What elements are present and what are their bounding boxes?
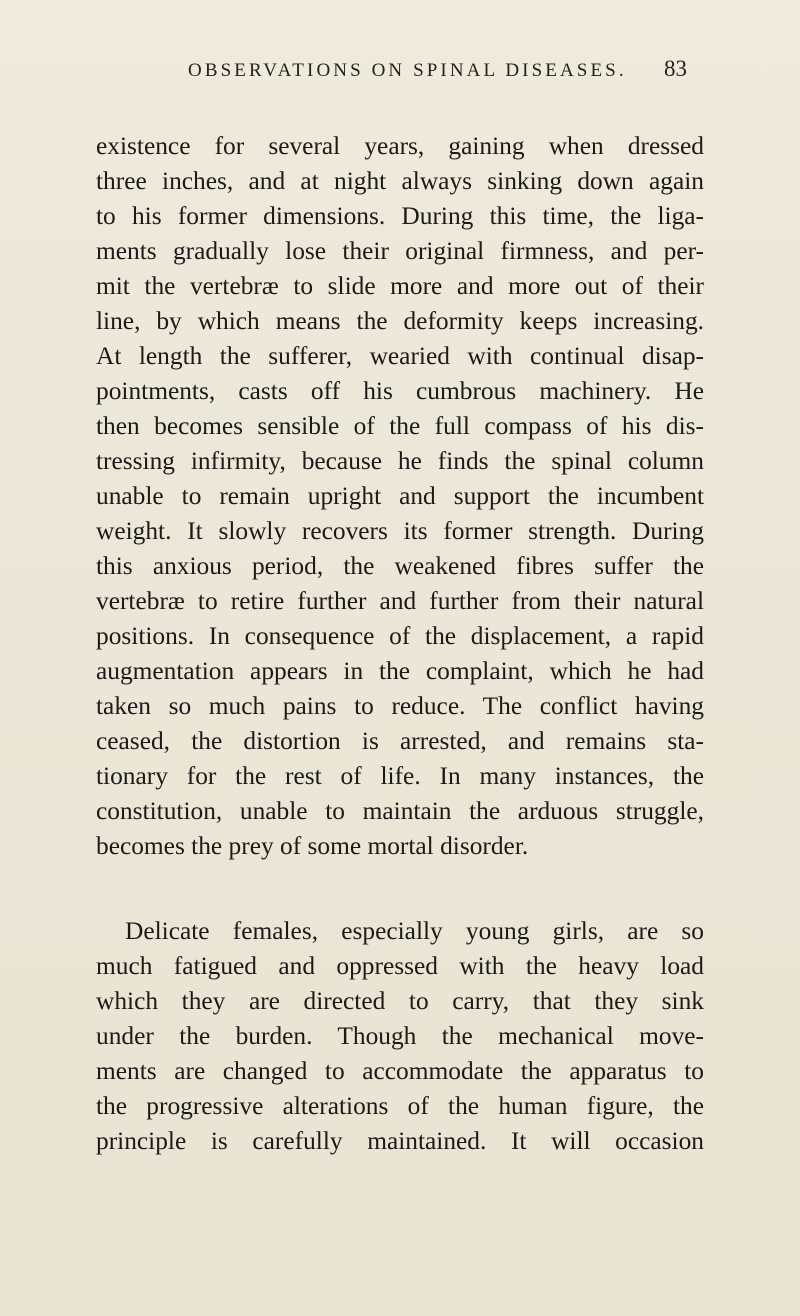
text-line: At length the sufferer, wearied with continual disap- bbox=[96, 342, 704, 370]
text-line: mit the vertebræ to slide more and more out of their bbox=[96, 272, 704, 300]
page-number: 83 bbox=[664, 56, 687, 81]
text-line: this anxious period, the weakened fibres suffer the bbox=[96, 552, 704, 580]
text-line: weight. It slowly recovers its former strength. During bbox=[96, 517, 704, 545]
text-line: which they are directed to carry, that they sink bbox=[96, 987, 704, 1015]
text-line: tionary for the rest of life. In many instances, the bbox=[96, 762, 704, 790]
text-line: the progressive alterations of the human figure, the bbox=[96, 1092, 704, 1120]
text-line: ments are changed to accommodate the apparatus to bbox=[96, 1057, 704, 1085]
text-line: unable to remain upright and support the incumbent bbox=[96, 482, 704, 510]
text-line: Delicate females, especially young girls, are so bbox=[125, 917, 704, 945]
text-line: three inches, and at night always sinking down again bbox=[96, 167, 704, 195]
text-line: then becomes sensible of the full compass of his dis- bbox=[96, 412, 704, 440]
text-line: vertebræ to retire further and further from their natural bbox=[96, 587, 704, 615]
text-line: tressing infirmity, because he finds the spinal column bbox=[96, 447, 704, 475]
text-line: positions. In consequence of the displacement, a rapid bbox=[96, 622, 704, 650]
text-line: constitution, unable to maintain the arduous struggle, bbox=[96, 797, 704, 825]
text-line: augmentation appears in the complaint, which he had bbox=[96, 657, 704, 685]
text-line: principle is carefully maintained. It will occasion bbox=[96, 1127, 704, 1155]
text-line: under the burden. Though the mechanical move- bbox=[96, 1022, 704, 1050]
running-header bbox=[0, 58, 800, 88]
text-line: ceased, the distortion is arrested, and remains sta- bbox=[96, 727, 704, 755]
running-title: OBSERVATIONS ON SPINAL DISEASES. bbox=[188, 60, 627, 81]
text-line: becomes the prey of some mortal disorder. bbox=[96, 832, 529, 860]
text-line: much fatigued and oppressed with the heavy load bbox=[96, 952, 704, 980]
text-line: existence for several years, gaining when dressed bbox=[96, 132, 704, 160]
text-line: taken so much pains to reduce. The conflict having bbox=[96, 692, 704, 720]
text-line: line, by which means the deformity keeps increasing. bbox=[96, 307, 704, 335]
text-line: ments gradually lose their original firmness, and per- bbox=[96, 237, 704, 265]
text-line: pointments, casts off his cumbrous machinery. He bbox=[96, 377, 704, 405]
text-line: to his former dimensions. During this time, the liga- bbox=[96, 202, 704, 230]
